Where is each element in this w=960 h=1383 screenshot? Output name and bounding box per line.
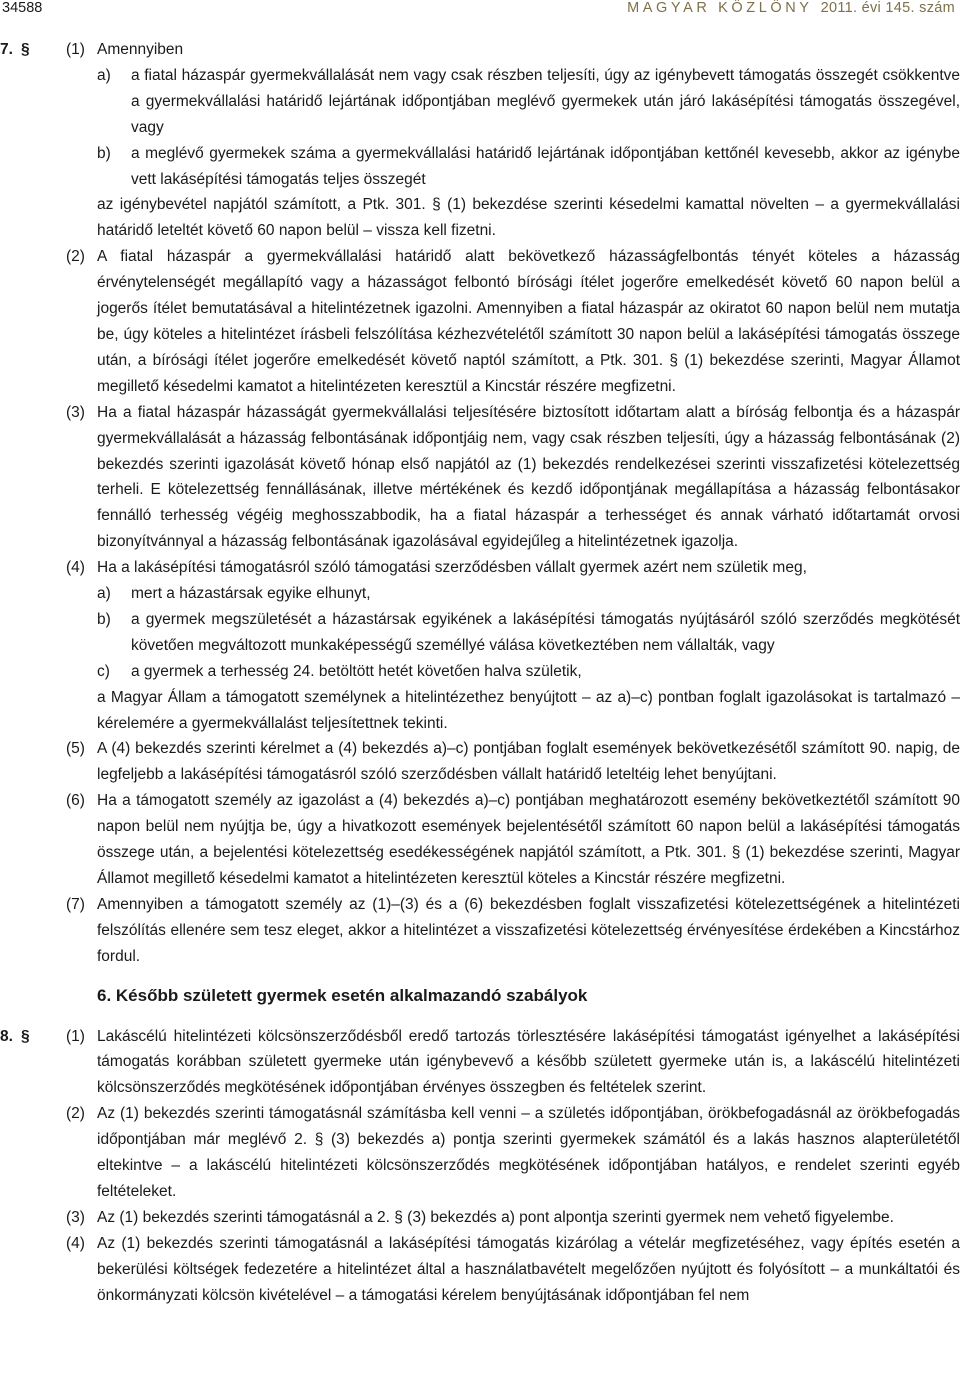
issue-number: 2011. évi 145. szám — [820, 0, 955, 16]
section-7-para-1-intro — [0, 37, 960, 63]
section-7-para-7 — [0, 892, 960, 970]
paragraph-text: Ha a lakásépítési támogatásról szóló támogatási szerződésben vállalt gyermek azért nem születik meg, — [97, 559, 807, 577]
paragraph-number: (2) — [66, 1105, 85, 1123]
paragraph-text: A fiatal házaspár a gyermekvállalási határidő alatt bekövetkező házasságfelbontás tényét köteles a házasság érvénytelenségét megállapító vagy a házasságot felbontó bírósági ítélet jogerőre emelkedését követő 60 napon belül a jogerős ítélet bemutatásával a hitelintézetnek igazolni. Amennyiben a fiatal házaspár az okiratot 60 napon belül nem mutatja be, úgy köteles a hitelintézet írásbeli felszólítása kézhezvételétől számított 30 napon belül a lakásépítési támogatás összege után, a bírósági ítélet jogerőre emelkedését követő naptól számított, a Ptk. 301. § (1) bekezdése szerinti, Magyar Államot megillető késedelmi kamatot a hitelintézeten keresztül a Kincstár részére megfizetni. — [97, 248, 960, 395]
paragraph-text: Az (1) bekezdés szerinti támogatásnál a 2. § (3) bekezdés a) pont alpontja szerinti gyermek nem vehető figyelembe. — [97, 1208, 894, 1226]
paragraph-text: Amennyiben — [97, 41, 184, 58]
paragraph-number: (6) — [66, 792, 85, 810]
document-body — [0, 37, 960, 1309]
paragraph-number: (1) — [66, 41, 85, 58]
section-number: 7. — [0, 41, 13, 58]
paragraph-closing-text: a Magyar Állam a támogatott személynek a hitelintézethez benyújtott – az a)–c) pontban foglalt igazolásokat is tartalmazó – kérelemére a gyermekvállalást teljesítettnek tekinti. — [97, 688, 960, 732]
paragraph-closing-text: az igénybevétel napjától számított, a Ptk. 301. § (1) bekezdése szerinti késedelmi kamattal növelten – a gyermekvállalási határidő leteltét követő 60 napon belül – vissza kell fizetni. — [97, 196, 960, 240]
section-8-para-3 — [0, 1205, 960, 1231]
section-7-para-5 — [0, 736, 960, 788]
page-number: 34588 — [2, 0, 43, 16]
list-item-text: mert a házastársak egyike elhunyt, — [131, 585, 371, 603]
list-item-label: a) — [97, 585, 111, 603]
list-item — [0, 141, 960, 193]
section-8-para-4 — [0, 1231, 960, 1309]
list-item-text: a meglévő gyermekek száma a gyermekvállalási határidő lejártának időpontjában kettőnél kevesebb, akkor az igénybe vett lakásépítési támogatás teljes összegét — [131, 144, 960, 188]
list-item — [0, 581, 960, 607]
list-item-text: a fiatal házaspár gyermekvállalását nem vagy csak részben teljesíti, úgy az igénybevett támogatás összegét csökkentve a gyermekvállalási határidő lejártának időpontjában meglévő gyermekek után járó lakásépítési támogatás összegével, vagy — [131, 66, 960, 136]
list-item-label: b) — [97, 144, 111, 162]
paragraph-number: (7) — [66, 895, 85, 913]
chapter-heading: 6. Később született gyermek esetén alkalmazandó szabályok — [97, 985, 588, 1005]
section-8-para-1 — [0, 1024, 960, 1102]
journal-title-block — [627, 0, 955, 16]
paragraph-number: (3) — [66, 403, 85, 421]
paragraph-text: Lakáscélú hitelintézeti kölcsönszerződésből eredő tartozás törlesztésére lakásépítési támogatást igényelhet a lakásépítési támogatás korábban született gyermeke után igénybevevő a később született gyermeke után is, a lakáscélú hitelintézeti kölcsönszerződés megkötésének időpontjában érvényes összegben és feltételek szerint. — [97, 1027, 960, 1097]
paragraph-number: (4) — [66, 1234, 85, 1252]
list-item-text: a gyermek megszületését a házastársak egyikének a lakásépítési támogatás nyújtásáról szóló szerződés megkötését követően megváltozott munkaképességű személlyé válása következtében nem vállalták, vagy — [131, 610, 960, 654]
paragraph-text: Amennyiben a támogatott személy az (1)–(3) és a (6) bekezdésben foglalt visszafizetési kötelezettségének a hitelintézeti felszólítás ellenére sem tesz eleget, akkor a hitelintézet a visszafizetési kötelezettség érvényesítése érdekében a Kincstárhoz fordul. — [97, 895, 960, 965]
paragraph-text: A (4) bekezdés szerinti kérelmet a (4) bekezdés a)–c) pontjában foglalt események bekövetkezésétől számított 90. napig, de legfeljebb a lakásépítési támogatásról szóló szerződésben vállalt határidő leteltéig lehet benyújtani. — [97, 740, 960, 784]
paragraph-number: (5) — [66, 740, 85, 758]
section-symbol: § — [21, 1027, 30, 1045]
section-number: 8. — [0, 1027, 13, 1045]
paragraph-text: Az (1) bekezdés szerinti támogatásnál a lakásépítési támogatás kizárólag a vételár megfizetéséhez, vagy építés esetén a bekerülési költségek fedezetére a hitelintézet által a használatbavételt megelőzően nyújtott és folyósított – a munkáltatói és önkormányzati kölcsön kivételével – a támogatási kérelem benyújtásának időpontjában fel nem — [97, 1234, 960, 1304]
section-7-para-2 — [0, 244, 960, 399]
list-item — [0, 659, 960, 685]
section-8-para-2 — [0, 1101, 960, 1205]
paragraph-number: (1) — [66, 1027, 85, 1045]
list-item-label: a) — [97, 66, 111, 84]
list-item-text: a gyermek a terhesség 24. betöltött hetét követően halva születik, — [131, 662, 582, 680]
paragraph-text: Ha a támogatott személy az igazolást a (4) bekezdés a)–c) pontjában meghatározott esemény bekövetkeztétől számított 90 napon belül nem nyújtja be, úgy a hivatkozott események bejelentésétől számított 60 napon belül a lakásépítési támogatás összege után, a bejelentési kötelezettség esedékességének napjától számított, a Ptk. 301. § (1) bekezdése szerinti, Magyar Államot megillető késedelmi kamatot a hitelintézeten keresztül köteles a Kincstár részére megfizetni. — [97, 792, 960, 887]
list-item — [0, 607, 960, 659]
list-item-label: b) — [97, 610, 111, 628]
journal-title: MAGYAR KÖZLÖNY — [627, 0, 813, 16]
paragraph-number: (2) — [66, 248, 85, 266]
list-item-label: c) — [97, 662, 110, 680]
section-symbol: § — [21, 41, 30, 58]
page-header — [0, 0, 960, 20]
section-7-para-4-intro — [0, 555, 960, 581]
section-7-para-3 — [0, 400, 960, 555]
paragraph-number: (4) — [66, 559, 85, 577]
paragraph-text: Ha a fiatal házaspár házasságát gyermekvállalási teljesítésére biztosított időtartam alatt a bíróság felbontja és a házaspár gyermekvállalását a házasság felbontásának időpontjáig nem, vagy csak részben teljesíti, úgy a házasság felbontásának (2) bekezdés szerinti igazolását követő hónap első napjától az (1) bekezdés rendelkezései szerinti visszafizetési kötelezettség terheli. E kötelezettség fennállásának, illetve mértékének és kezdő időpontjának megállapítása a házasság felbontásakor fennálló terhesség végéig meghosszabbodik, ha a fiatal házaspár a terhességet és annak várható időtartamát orvosi bizonyítvánnyal a házasság felbontásának igazolásával egyidejűleg a hitelintézetnek igazolja. — [97, 403, 960, 551]
paragraph-text: Az (1) bekezdés szerinti támogatásnál számításba kell venni – a születés időpontjában, örökbefogadásnál az örökbefogadás időpontjában már meglévő 2. § (3) bekezdés a) pontja szerinti gyermekek számától és a lakás hasznos alapterületétől eltekintve – a lakáscélú hitelintézeti kölcsönszerződés megkötésének időpontjában hatályos, e rendelet szerinti egyéb feltételeket. — [97, 1105, 960, 1200]
paragraph-number: (3) — [66, 1208, 85, 1226]
list-item — [0, 63, 960, 141]
section-7-para-6 — [0, 788, 960, 892]
